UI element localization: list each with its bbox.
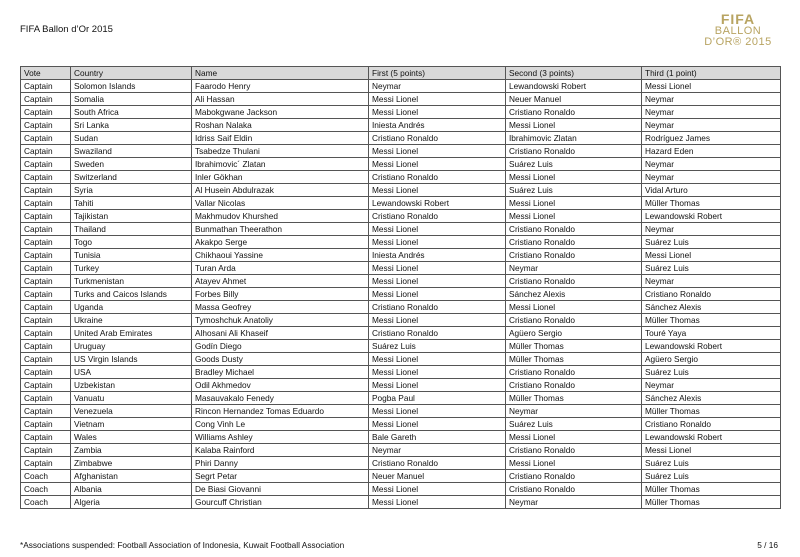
name-cell: Atayev Ahmet	[192, 275, 369, 288]
second-choice-cell: Cristiano Ronaldo	[506, 145, 642, 158]
name-cell: Goods Dusty	[192, 353, 369, 366]
name-cell: Roshan Nalaka	[192, 119, 369, 132]
third-choice-cell: Neymar	[642, 379, 781, 392]
table-row	[21, 470, 781, 483]
country-cell: Algeria	[71, 496, 192, 509]
name-cell: Cong Vinh Le	[192, 418, 369, 431]
name-cell: Inler Gökhan	[192, 171, 369, 184]
country-cell: Uruguay	[71, 340, 192, 353]
third-choice-cell: Vidal Arturo	[642, 184, 781, 197]
country-cell: Afghanistan	[71, 470, 192, 483]
third-choice-cell: Neymar	[642, 223, 781, 236]
vote-cell: Captain	[21, 275, 71, 288]
third-choice-cell: Suárez Luis	[642, 262, 781, 275]
name-cell: Bradley Michael	[192, 366, 369, 379]
vote-cell: Captain	[21, 249, 71, 262]
first-choice-cell: Messi Lionel	[369, 405, 506, 418]
country-cell: Solomon Islands	[71, 80, 192, 93]
table-row	[21, 405, 781, 418]
second-choice-cell: Cristiano Ronaldo	[506, 444, 642, 457]
second-choice-cell: Suárez Luis	[506, 418, 642, 431]
table-body	[21, 80, 781, 509]
table-row	[21, 327, 781, 340]
column-header-first: First (5 points)	[369, 67, 506, 80]
name-cell: Kalaba Rainford	[192, 444, 369, 457]
first-choice-cell: Messi Lionel	[369, 496, 506, 509]
table-row	[21, 392, 781, 405]
vote-cell: Captain	[21, 405, 71, 418]
document-title: FIFA Ballon d’Or 2015	[20, 24, 113, 35]
third-choice-cell: Neymar	[642, 93, 781, 106]
second-choice-cell: Messi Lionel	[506, 431, 642, 444]
table-row	[21, 353, 781, 366]
third-choice-cell: Suárez Luis	[642, 236, 781, 249]
table-row	[21, 249, 781, 262]
name-cell: Massa Geofrey	[192, 301, 369, 314]
first-choice-cell: Iniesta Andrés	[369, 249, 506, 262]
first-choice-cell: Messi Lionel	[369, 483, 506, 496]
table-row	[21, 184, 781, 197]
country-cell: Tunisia	[71, 249, 192, 262]
third-choice-cell: Messi Lionel	[642, 249, 781, 262]
name-cell: Odil Akhmedov	[192, 379, 369, 392]
logo-text-fifa: FIFA	[720, 11, 756, 27]
vote-cell: Captain	[21, 210, 71, 223]
country-cell: USA	[71, 366, 192, 379]
table-row	[21, 80, 781, 93]
country-cell: Sweden	[71, 158, 192, 171]
second-choice-cell: Messi Lionel	[506, 197, 642, 210]
name-cell: Forbes Billy	[192, 288, 369, 301]
country-cell: Albania	[71, 483, 192, 496]
country-cell: Turks and Caicos Islands	[71, 288, 192, 301]
name-cell: Bunmathan Theerathon	[192, 223, 369, 236]
third-choice-cell: Neymar	[642, 119, 781, 132]
table-row	[21, 288, 781, 301]
third-choice-cell: Lewandowski Robert	[642, 431, 781, 444]
table-row	[21, 314, 781, 327]
logo-text-dor-year: D’OR® 2015	[704, 36, 772, 48]
first-choice-cell: Lewandowski Robert	[369, 197, 506, 210]
vote-cell: Captain	[21, 80, 71, 93]
third-choice-cell: Messi Lionel	[642, 444, 781, 457]
third-choice-cell: Suárez Luis	[642, 457, 781, 470]
country-cell: Vietnam	[71, 418, 192, 431]
second-choice-cell: Müller Thomas	[506, 340, 642, 353]
table-row	[21, 444, 781, 457]
table-row	[21, 457, 781, 470]
first-choice-cell: Cristiano Ronaldo	[369, 171, 506, 184]
third-choice-cell: Rodríguez James	[642, 132, 781, 145]
vote-cell: Captain	[21, 184, 71, 197]
name-cell: Phiri Danny	[192, 457, 369, 470]
second-choice-cell: Messi Lionel	[506, 210, 642, 223]
third-choice-cell: Neymar	[642, 275, 781, 288]
vote-cell: Captain	[21, 119, 71, 132]
first-choice-cell: Cristiano Ronaldo	[369, 210, 506, 223]
first-choice-cell: Cristiano Ronaldo	[369, 301, 506, 314]
third-choice-cell: Sánchez Alexis	[642, 392, 781, 405]
first-choice-cell: Pogba Paul	[369, 392, 506, 405]
country-cell: Togo	[71, 236, 192, 249]
vote-cell: Captain	[21, 145, 71, 158]
vote-cell: Captain	[21, 223, 71, 236]
name-cell: Godín Diego	[192, 340, 369, 353]
column-header-country: Country	[71, 67, 192, 80]
first-choice-cell: Messi Lionel	[369, 93, 506, 106]
vote-cell: Coach	[21, 470, 71, 483]
name-cell: Al Husein Abdulrazak	[192, 184, 369, 197]
first-choice-cell: Bale Gareth	[369, 431, 506, 444]
table-row	[21, 210, 781, 223]
first-choice-cell: Messi Lionel	[369, 418, 506, 431]
second-choice-cell: Sánchez Alexis	[506, 288, 642, 301]
vote-cell: Captain	[21, 93, 71, 106]
vote-cell: Captain	[21, 106, 71, 119]
country-cell: United Arab Emirates	[71, 327, 192, 340]
footnote: *Associations suspended: Football Association of Indonesia, Kuwait Football Association	[20, 540, 345, 550]
column-header-second: Second (3 points)	[506, 67, 642, 80]
vote-cell: Captain	[21, 171, 71, 184]
page-number: 5 / 16	[757, 540, 778, 550]
second-choice-cell: Messi Lionel	[506, 119, 642, 132]
first-choice-cell: Cristiano Ronaldo	[369, 327, 506, 340]
vote-cell: Captain	[21, 158, 71, 171]
country-cell: Zambia	[71, 444, 192, 457]
second-choice-cell: Messi Lionel	[506, 457, 642, 470]
column-header-vote: Vote	[21, 67, 71, 80]
second-choice-cell: Cristiano Ronaldo	[506, 236, 642, 249]
country-cell: Swaziland	[71, 145, 192, 158]
name-cell: Makhmudov Khurshed	[192, 210, 369, 223]
third-choice-cell: Müller Thomas	[642, 496, 781, 509]
country-cell: South Africa	[71, 106, 192, 119]
name-cell: De Biasi Giovanni	[192, 483, 369, 496]
first-choice-cell: Messi Lionel	[369, 236, 506, 249]
first-choice-cell: Messi Lionel	[369, 262, 506, 275]
first-choice-cell: Messi Lionel	[369, 288, 506, 301]
second-choice-cell: Messi Lionel	[506, 171, 642, 184]
country-cell: Turkmenistan	[71, 275, 192, 288]
country-cell: Wales	[71, 431, 192, 444]
second-choice-cell: Cristiano Ronaldo	[506, 379, 642, 392]
name-cell: Ibrahimovic´ Zlatan	[192, 158, 369, 171]
vote-cell: Captain	[21, 353, 71, 366]
first-choice-cell: Cristiano Ronaldo	[369, 132, 506, 145]
table-row	[21, 158, 781, 171]
country-cell: Tahiti	[71, 197, 192, 210]
vote-cell: Captain	[21, 301, 71, 314]
country-cell: Tajikistan	[71, 210, 192, 223]
first-choice-cell: Suárez Luis	[369, 340, 506, 353]
second-choice-cell: Lewandowski Robert	[506, 80, 642, 93]
first-choice-cell: Messi Lionel	[369, 223, 506, 236]
country-cell: Zimbabwe	[71, 457, 192, 470]
vote-cell: Captain	[21, 327, 71, 340]
first-choice-cell: Messi Lionel	[369, 145, 506, 158]
table-row	[21, 340, 781, 353]
name-cell: Tsabedze Thulani	[192, 145, 369, 158]
table-row	[21, 93, 781, 106]
table-row	[21, 379, 781, 392]
name-cell: Masauvakalo Fenedy	[192, 392, 369, 405]
third-choice-cell: Cristiano Ronaldo	[642, 288, 781, 301]
name-cell: Segrt Petar	[192, 470, 369, 483]
third-choice-cell: Agüero Sergio	[642, 353, 781, 366]
country-cell: Sudan	[71, 132, 192, 145]
vote-cell: Captain	[21, 288, 71, 301]
name-cell: Vallar Nicolas	[192, 197, 369, 210]
name-cell: Chikhaoui Yassine	[192, 249, 369, 262]
first-choice-cell: Messi Lionel	[369, 379, 506, 392]
vote-cell: Captain	[21, 444, 71, 457]
table-row	[21, 301, 781, 314]
second-choice-cell: Cristiano Ronaldo	[506, 470, 642, 483]
third-choice-cell: Neymar	[642, 158, 781, 171]
third-choice-cell: Messi Lionel	[642, 80, 781, 93]
country-cell: Thailand	[71, 223, 192, 236]
name-cell: Akakpo Serge	[192, 236, 369, 249]
third-choice-cell: Müller Thomas	[642, 314, 781, 327]
table-row	[21, 223, 781, 236]
second-choice-cell: Cristiano Ronaldo	[506, 483, 642, 496]
vote-cell: Captain	[21, 457, 71, 470]
name-cell: Tymoshchuk Anatoliy	[192, 314, 369, 327]
table-row	[21, 171, 781, 184]
vote-cell: Captain	[21, 132, 71, 145]
second-choice-cell: Cristiano Ronaldo	[506, 106, 642, 119]
table-row	[21, 483, 781, 496]
second-choice-cell: Cristiano Ronaldo	[506, 366, 642, 379]
vote-cell: Captain	[21, 236, 71, 249]
country-cell: US Virgin Islands	[71, 353, 192, 366]
first-choice-cell: Messi Lionel	[369, 366, 506, 379]
country-cell: Sri Lanka	[71, 119, 192, 132]
table-row	[21, 197, 781, 210]
fifa-ballon-dor-logo	[698, 12, 778, 54]
vote-cell: Captain	[21, 392, 71, 405]
third-choice-cell: Sánchez Alexis	[642, 301, 781, 314]
second-choice-cell: Messi Lionel	[506, 301, 642, 314]
third-choice-cell: Müller Thomas	[642, 483, 781, 496]
first-choice-cell: Neuer Manuel	[369, 470, 506, 483]
first-choice-cell: Messi Lionel	[369, 314, 506, 327]
second-choice-cell: Suárez Luis	[506, 158, 642, 171]
third-choice-cell: Suárez Luis	[642, 366, 781, 379]
second-choice-cell: Ibrahimovic Zlatan	[506, 132, 642, 145]
vote-cell: Captain	[21, 418, 71, 431]
country-cell: Syria	[71, 184, 192, 197]
vote-cell: Coach	[21, 496, 71, 509]
name-cell: Williams Ashley	[192, 431, 369, 444]
name-cell: Mabokgwane Jackson	[192, 106, 369, 119]
second-choice-cell: Cristiano Ronaldo	[506, 223, 642, 236]
vote-cell: Captain	[21, 431, 71, 444]
second-choice-cell: Cristiano Ronaldo	[506, 249, 642, 262]
name-cell: Gourcuff Christian	[192, 496, 369, 509]
first-choice-cell: Messi Lionel	[369, 158, 506, 171]
vote-cell: Captain	[21, 262, 71, 275]
logo-text-ballon: BALLON	[714, 25, 762, 37]
first-choice-cell: Iniesta Andrés	[369, 119, 506, 132]
table-row	[21, 431, 781, 444]
name-cell: Faarodo Henry	[192, 80, 369, 93]
vote-cell: Coach	[21, 483, 71, 496]
name-cell: Alhosani Ali Khaseif	[192, 327, 369, 340]
vote-cell: Captain	[21, 340, 71, 353]
table-row	[21, 275, 781, 288]
second-choice-cell: Neymar	[506, 405, 642, 418]
second-choice-cell: Müller Thomas	[506, 392, 642, 405]
table-row	[21, 366, 781, 379]
vote-cell: Captain	[21, 197, 71, 210]
country-cell: Somalia	[71, 93, 192, 106]
first-choice-cell: Cristiano Ronaldo	[369, 457, 506, 470]
name-cell: Rincon Hernandez Tomas Eduardo	[192, 405, 369, 418]
table-row	[21, 106, 781, 119]
column-header-name: Name	[192, 67, 369, 80]
second-choice-cell: Suárez Luis	[506, 184, 642, 197]
table-row	[21, 418, 781, 431]
first-choice-cell: Messi Lionel	[369, 106, 506, 119]
table-header-row	[21, 67, 781, 80]
second-choice-cell: Cristiano Ronaldo	[506, 275, 642, 288]
country-cell: Venezuela	[71, 405, 192, 418]
first-choice-cell: Neymar	[369, 80, 506, 93]
name-cell: Ali Hassan	[192, 93, 369, 106]
vote-cell: Captain	[21, 314, 71, 327]
third-choice-cell: Müller Thomas	[642, 405, 781, 418]
name-cell: Turan Arda	[192, 262, 369, 275]
first-choice-cell: Messi Lionel	[369, 275, 506, 288]
third-choice-cell: Cristiano Ronaldo	[642, 418, 781, 431]
third-choice-cell: Neymar	[642, 106, 781, 119]
second-choice-cell: Agüero Sergio	[506, 327, 642, 340]
third-choice-cell: Suárez Luis	[642, 470, 781, 483]
third-choice-cell: Neymar	[642, 171, 781, 184]
country-cell: Switzerland	[71, 171, 192, 184]
vote-cell: Captain	[21, 366, 71, 379]
name-cell: Idriss Saif Eldin	[192, 132, 369, 145]
vote-cell: Captain	[21, 379, 71, 392]
country-cell: Uzbekistan	[71, 379, 192, 392]
second-choice-cell: Neymar	[506, 262, 642, 275]
country-cell: Uganda	[71, 301, 192, 314]
table-row	[21, 119, 781, 132]
second-choice-cell: Neymar	[506, 496, 642, 509]
table-row	[21, 132, 781, 145]
first-choice-cell: Messi Lionel	[369, 184, 506, 197]
table-row	[21, 145, 781, 158]
third-choice-cell: Lewandowski Robert	[642, 210, 781, 223]
country-cell: Turkey	[71, 262, 192, 275]
third-choice-cell: Müller Thomas	[642, 197, 781, 210]
table-row	[21, 262, 781, 275]
second-choice-cell: Müller Thomas	[506, 353, 642, 366]
first-choice-cell: Neymar	[369, 444, 506, 457]
column-header-third: Third (1 point)	[642, 67, 781, 80]
third-choice-cell: Lewandowski Robert	[642, 340, 781, 353]
country-cell: Vanuatu	[71, 392, 192, 405]
country-cell: Ukraine	[71, 314, 192, 327]
first-choice-cell: Messi Lionel	[369, 353, 506, 366]
table-row	[21, 496, 781, 509]
votes-table	[20, 66, 781, 509]
third-choice-cell: Touré Yaya	[642, 327, 781, 340]
second-choice-cell: Neuer Manuel	[506, 93, 642, 106]
third-choice-cell: Hazard Eden	[642, 145, 781, 158]
second-choice-cell: Cristiano Ronaldo	[506, 314, 642, 327]
table-row	[21, 236, 781, 249]
